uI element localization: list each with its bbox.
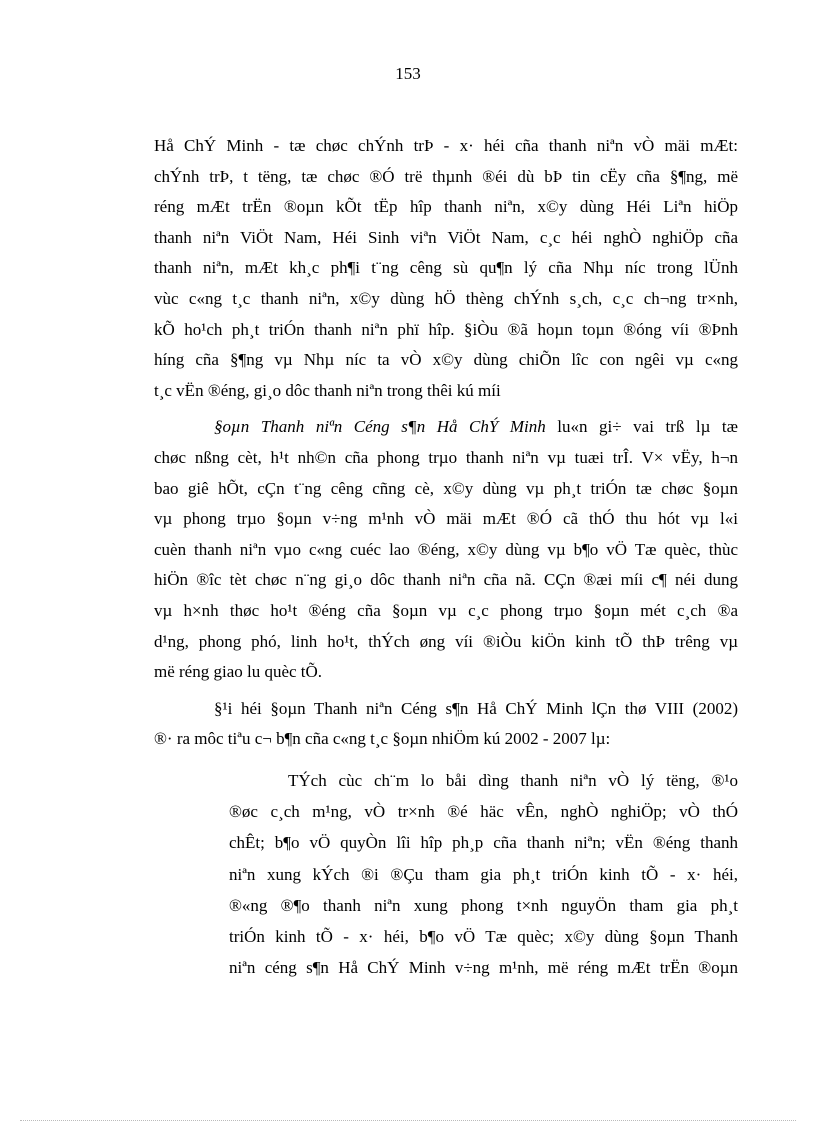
text-line: d¹ng, phong phó, linh ho¹t, thÝch øng víi ®iÒu kiÖn kinh tÕ thÞ trêng vµ bbox=[154, 631, 738, 651]
text-line bbox=[154, 412, 738, 443]
text-line: vµ phong trµo §oµn v÷ng m¹nh vÒ mäi mÆt ®Ó cã thÓ thu hót vµ l«i bbox=[154, 509, 738, 529]
text-run: lu«n gi÷ vai trß lµ tæ bbox=[545, 417, 738, 437]
text-line: §¹i héi §oµn Thanh niªn Céng s¶n Hå ChÝ Minh lÇn thø VIII (2002) bbox=[214, 698, 738, 718]
italic-organization-name: §oµn Thanh niªn Céng s¶n Hå ChÝ Minh bbox=[214, 417, 546, 437]
block-quote bbox=[229, 765, 738, 983]
text-line: thanh niªn ViÖt Nam, Héi Sinh viªn ViÖt Nam, c¸c héi nghÒ nghiÖp cña bbox=[154, 227, 738, 247]
page-number: 153 bbox=[395, 64, 421, 83]
text-line: thanh niªn, mÆt kh¸c ph¶i t¨ng cêng sù qu¶n lý cña Nhµ níc trong lÜnh bbox=[154, 258, 738, 278]
text-line: híng cña §¶ng vµ Nhµ níc ta vÒ x©y dùng chiÕn lîc con ngêi vµ c«ng bbox=[154, 350, 738, 370]
text-line: vùc c«ng t¸c thanh niªn, x©y dùng hÖ thèng chÝnh s¸ch, c¸c ch¬ng tr×nh, bbox=[154, 288, 738, 308]
quote-line: niªn xung kÝch ®i ®Çu tham gia ph¸t triÓn kinh tÕ - x· héi, bbox=[229, 864, 738, 884]
text-line: chÝnh trÞ, t tëng, tæ chøc ®Ó trë thµnh ®éi dù bÞ tin cËy cña §¶ng, më bbox=[154, 166, 738, 186]
paragraph-2 bbox=[154, 412, 738, 687]
quote-line: niªn céng s¶n Hå ChÝ Minh v÷ng m¹nh, më réng mÆt trËn ®oµn bbox=[229, 958, 738, 978]
text-line: ®· ra môc tiªu c¬ b¶n cña c«ng t¸c §oµn nhiÖm kú 2002 - 2007 lµ: bbox=[154, 729, 611, 749]
page-bottom-divider bbox=[20, 1120, 796, 1121]
paragraph-3 bbox=[154, 694, 738, 755]
paragraph-1 bbox=[154, 131, 738, 406]
text-line: réng mÆt trËn ®oµn kÕt tËp hîp thanh niªn, x©y dùng Héi Liªn hiÖp bbox=[154, 197, 738, 217]
text-line: Hå ChÝ Minh - tæ chøc chÝnh trÞ - x· héi cña thanh niªn vÒ mäi mÆt: bbox=[154, 136, 738, 155]
quote-line: ®øc c¸ch m¹ng, vÒ tr×nh ®é häc vÊn, nghÒ nghiÖp; vÒ thÓ bbox=[229, 802, 738, 822]
quote-line: ®«ng ®¶o thanh niªn xung phong t×nh nguyÖn tham gia ph¸t bbox=[229, 895, 738, 915]
text-line: hiÖn ®îc tèt chøc n¨ng gi¸o dôc thanh niªn cña nã. CÇn ®æi míi c¶ néi dung bbox=[154, 570, 738, 590]
text-line: chøc nßng cèt, h¹t nh©n cña phong trµo thanh niªn vµ tuæi trÎ. V× vËy, h¬n bbox=[154, 447, 738, 467]
quote-line: TÝch cùc ch¨m lo båi dìng thanh niªn vÒ lý tëng, ®¹o bbox=[288, 771, 738, 790]
quote-line: triÓn kinh tÕ - x· héi, b¶o vÖ Tæ quèc; x©y dùng §oµn Thanh bbox=[229, 926, 738, 946]
text-line: t¸c vËn ®éng, gi¸o dôc thanh niªn trong thêi kú míi bbox=[154, 380, 501, 400]
body-text bbox=[154, 131, 738, 755]
quote-line: chÊt; b¶o vÖ quyÒn lîi hîp ph¸p cña thanh niªn; vËn ®éng thanh bbox=[229, 833, 738, 853]
text-line: bao giê hÕt, cÇn t¨ng cêng cñng cè, x©y dùng vµ ph¸t triÓn tæ chøc §oµn bbox=[154, 478, 738, 498]
text-line: cuèn thanh niªn vµo c«ng cuéc lao ®éng, x©y dùng vµ b¶o vÖ Tæ quèc, thùc bbox=[154, 539, 738, 559]
text-line: kÕ ho¹ch ph¸t triÓn thanh niªn phï hîp. §iÒu ®ã hoµn toµn ®óng víi ®Þnh bbox=[154, 319, 738, 339]
text-line: vµ h×nh thøc ho¹t ®éng cña §oµn vµ c¸c phong trµo §oµn mét c¸ch ®a bbox=[154, 600, 738, 620]
text-line: më réng giao lu quèc tÕ. bbox=[154, 662, 323, 682]
